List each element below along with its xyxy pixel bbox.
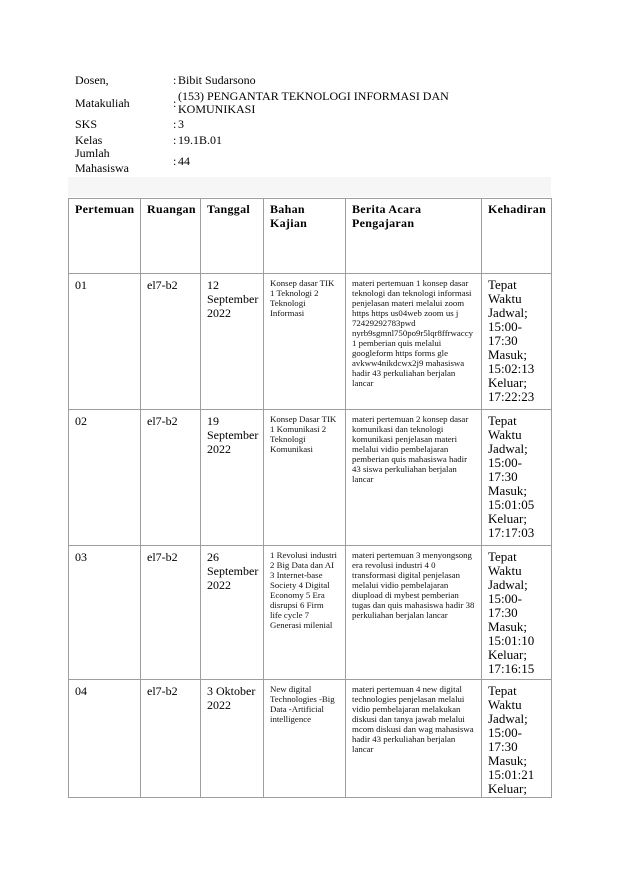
- kelas-separator: :: [173, 132, 177, 147]
- table-row: [69, 410, 552, 546]
- cell-pertemuan: 04: [69, 680, 141, 798]
- cell-bahan-kajian: Konsep Dasar TIK 1 Komunikasi 2 Teknologi Komunikasi: [264, 410, 346, 546]
- header-berita-acara: Berita Acara Pengajaran: [346, 199, 482, 274]
- matakuliah-label: Matakuliah: [75, 95, 130, 110]
- sks-separator: :: [173, 116, 177, 131]
- cell-tanggal: 19 September 2022: [201, 410, 264, 546]
- header-tanggal: Tanggal: [201, 199, 264, 274]
- cell-pertemuan: 02: [69, 410, 141, 546]
- cell-ruangan: el7-b2: [141, 546, 201, 680]
- matakuliah-separator: :: [173, 95, 177, 110]
- info-row-matakuliah: [75, 90, 508, 116]
- info-row-dosen: [75, 72, 508, 88]
- table-row: [69, 274, 552, 410]
- header-ruangan: Ruangan: [141, 199, 201, 274]
- cell-tanggal: 12 September 2022: [201, 274, 264, 410]
- kelas-value: 19.1B.01: [178, 132, 223, 147]
- dosen-value: Bibit Sudarsono: [178, 72, 256, 87]
- cell-kehadiran: Tepat Waktu Jadwal; 15:00- 17:30 Masuk; 15:01:05 Keluar; 17:17:03: [482, 410, 552, 546]
- cell-kehadiran: Tepat Waktu Jadwal; 15:00- 17:30 Masuk; 15:01:10 Keluar; 17:16:15: [482, 546, 552, 680]
- sks-label: SKS: [75, 116, 98, 131]
- jumlah-mahasiswa-label: Jumlah Mahasiswa: [75, 146, 129, 175]
- header-bahan-kajian: Bahan Kajian: [264, 199, 346, 274]
- cell-bahan-kajian: 1 Revolusi industri 2 Big Data dan AI 3 Internet-base Society 4 Digital Economy 5 Era disrupsi 6 Firm life cycle 7 Generasi milenial: [264, 546, 346, 680]
- cell-ruangan: el7-b2: [141, 410, 201, 546]
- cell-berita-acara: materi pertemuan 1 konsep dasar teknologi dan teknologi informasi penjelasan materi melalui zoom https https us04web zoom us j 72429292783pwd nyrb9sgmnl750po9r5lqr8ffrwaccy 1 pemberian quis melalui googleform https forms gle avkww4nikdcwx2j9 mahasiswa hadir 43 perkuliahan berjalan lancar: [346, 274, 482, 410]
- cell-kehadiran: Tepat Waktu Jadwal; 15:00- 17:30 Masuk; 15:02:13 Keluar; 17:22:23: [482, 274, 552, 410]
- header-kehadiran: Kehadiran: [482, 199, 552, 274]
- dosen-label: Dosen,: [75, 72, 109, 87]
- cell-tanggal: 26 September 2022: [201, 546, 264, 680]
- info-row-sks: [75, 116, 508, 132]
- cell-ruangan: el7-b2: [141, 680, 201, 798]
- jumlah-mahasiswa-value: 44: [178, 153, 190, 168]
- cell-ruangan: el7-b2: [141, 274, 201, 410]
- dosen-separator: :: [173, 72, 177, 87]
- table-row: [69, 546, 552, 680]
- cell-pertemuan: 01: [69, 274, 141, 410]
- jumlah-mahasiswa-separator: :: [173, 153, 177, 168]
- cell-kehadiran: Tepat Waktu Jadwal; 15:00- 17:30 Masuk; 15:01:21 Keluar;: [482, 680, 552, 798]
- cell-berita-acara: materi pertemuan 4 new digital technologies penjelasan melalui vidio pembelajaran melakukan diskusi dan tanya jawab melalui mcom diskusi dan wag mahasiswa hadir 43 perkuliahan berjalan lancar: [346, 680, 482, 798]
- cell-bahan-kajian: Konsep dasar TIK 1 Teknologi 2 Teknologi Informasi: [264, 274, 346, 410]
- info-row-jumlah-mahasiswa: [75, 146, 508, 176]
- cell-tanggal: 3 Oktober 2022: [201, 680, 264, 798]
- cell-berita-acara: materi pertemuan 3 menyongsong era revolusi industri 4 0 transformasi digital penjelasan melalui vidio pembelajaran diupload di mybest pemberian tugas dan quis mahasiswa hadir 38 perkuliahan berjalan lancar: [346, 546, 482, 680]
- cell-pertemuan: 03: [69, 546, 141, 680]
- sks-value: 3: [178, 116, 184, 131]
- cell-bahan-kajian: New digital Technologies -Big Data -Artificial intelligence: [264, 680, 346, 798]
- header-pertemuan: Pertemuan: [69, 199, 141, 274]
- table-header-row: [69, 199, 552, 274]
- lecture-report-table: [68, 198, 552, 798]
- table-row: [69, 680, 552, 798]
- matakuliah-value: (153) PENGANTAR TEKNOLOGI INFORMASI DAN KOMUNIKASI: [178, 89, 449, 116]
- kelas-label: Kelas: [75, 132, 103, 147]
- cell-berita-acara: materi pertemuan 2 konsep dasar komunikasi dan teknologi komunikasi penjelasan materi melalui vidio pembelajaran pemberian quis mahasiswa hadir 43 siswa perkuliahan berjalan lancar: [346, 410, 482, 546]
- separator-band: [68, 177, 551, 197]
